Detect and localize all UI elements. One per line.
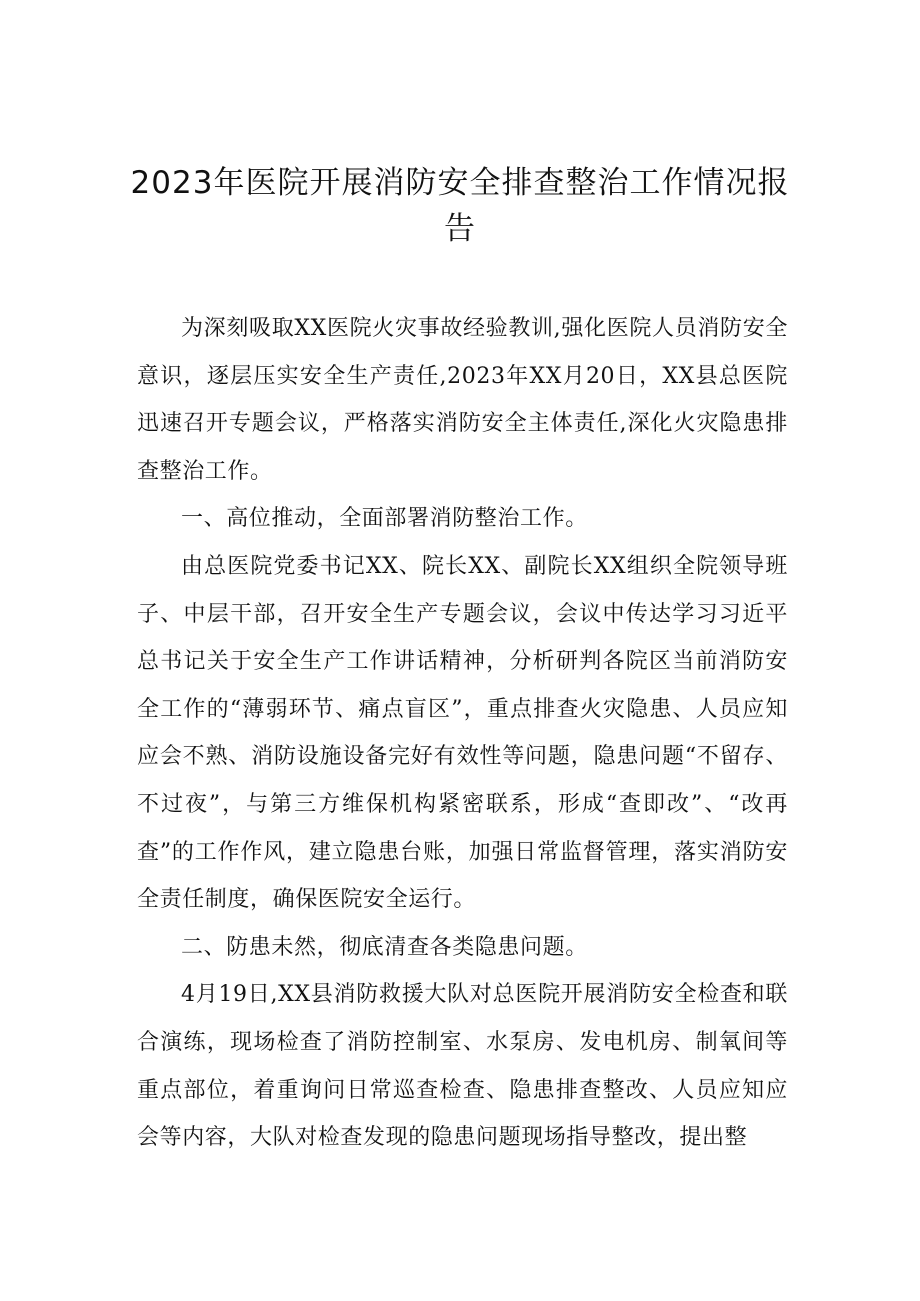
paragraph-section-1: 由总医院党委书记XX、院长XX、副院长XX组织全院领导班子、中层干部，召开安全生产专题会议，会议中传达学习习近平总书记关于安全生产工作讲话精神，分析研判各院区当前消防安全工作的“薄弱环节、痛点盲区”，重点排查火灾隐患、人员应知应会不熟、消防设施设备完好有效性等问题，隐患问题“不留存、不过夜”，与第三方维保机构紧密联系，形成“查即改”、“改再查”的工作作风，建立隐患台账，加强日常监督管理，落实消防安全责任制度，确保医院安全运行。: [137, 553, 788, 913]
document-title: 2023年医院开展消防安全排查整治工作情况报告: [130, 165, 790, 247]
section-heading-2: 二、防患未然，彻底清查各类隐患问题。: [181, 934, 588, 960]
paragraph-intro: 为深刻吸取XX医院火灾事故经验教训,强化医院人员消防安全意识，逐层压实安全生产责任,2023年XX月20日，XX县总医院迅速召开专题会议，严格落实消防安全主体责任,深化火灾隐患排查整治工作。: [137, 316, 788, 484]
section-heading-1: 一、高位推动，全面部署消防整治工作。: [181, 506, 588, 532]
document-body: [137, 305, 788, 1162]
paragraph-section-2: 4月19日,XX县消防救援大队对总医院开展消防安全检查和联合演练，现场检查了消防控制室、水泵房、发电机房、制氧间等重点部位，着重询问日常巡查检查、隐患排查整改、人员应知应会等内容，大队对检查发现的隐患问题现场指导整改，提出整: [137, 982, 788, 1151]
